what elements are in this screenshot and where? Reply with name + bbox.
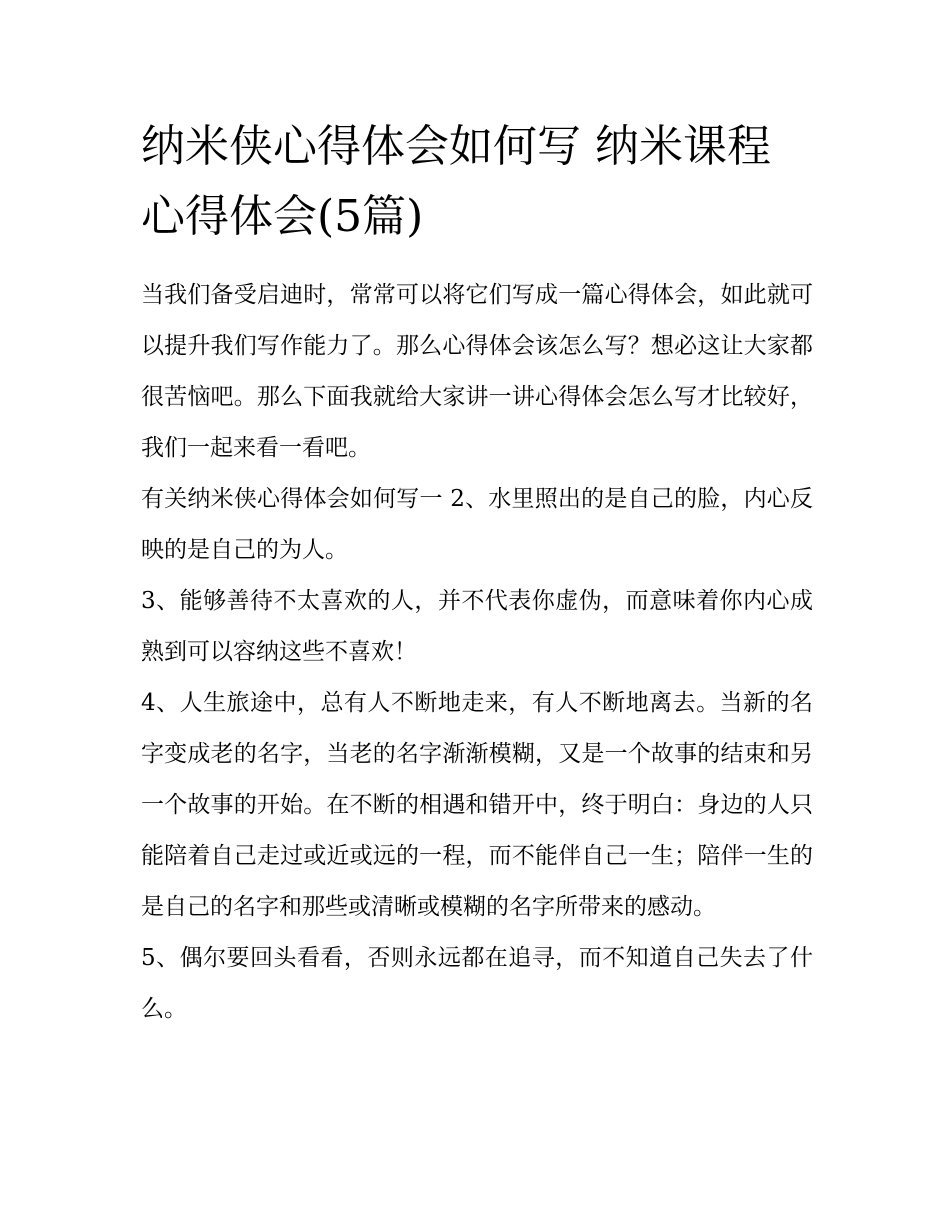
paragraph-item-2: 有关纳米侠心得体会如何写一 2、水里照出的是自己的脸，内心反映的是自己的为人。: [141, 486, 813, 563]
document-page: [141, 112, 813, 1035]
paragraph-item-3: 3、能够善待不太喜欢的人，并不代表你虚伪，而意味着你内心成熟到可以容纳这些不喜欢！: [141, 588, 813, 665]
paragraph-intro: 当我们备受启迪时，常常可以将它们写成一篇心得体会，如此就可以提升我们写作能力了。那么心得体会该怎么写？想必这让大家都很苦恼吧。那么下面我就给大家讲一讲心得体会怎么写才比较好，我们一起来看一看吧。: [141, 282, 813, 461]
paragraph-item-4: 4、人生旅途中，总有人不断地走来，有人不断地离去。当新的名字变成老的名字，当老的名字渐渐模糊，又是一个故事的结束和另一个故事的开始。在不断的相遇和错开中，终于明白：身边的人只能陪着自己走过或近或远的一程，而不能伴自己一生；陪伴一生的是自己的名字和那些或清晰或模糊的名字所带来的感动。: [141, 690, 813, 920]
paragraph-item-5: 5、偶尔要回头看看，否则永远都在追寻，而不知道自己失去了什么。: [141, 945, 813, 1022]
document-title: 纳米侠心得体会如何写 纳米课程心得体会(5篇): [141, 121, 771, 242]
